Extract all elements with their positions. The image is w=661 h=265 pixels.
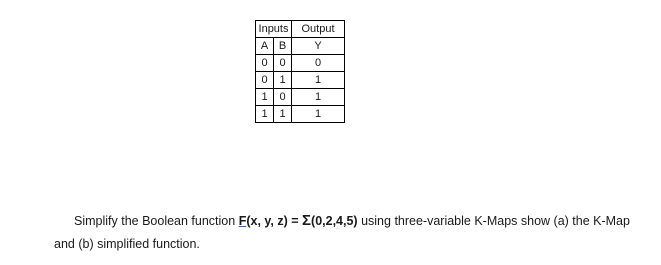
table-row [256, 106, 345, 123]
table-cell: 1 [274, 106, 292, 123]
function-args: (x, y, z) = [246, 214, 303, 228]
table-cell: 1 [256, 89, 274, 106]
question-tail: using three-variable K-Maps show (a) the K-Map and (b) simplified function. [54, 214, 630, 251]
table-cell: 1 [256, 106, 274, 123]
column-header-b: B [274, 38, 292, 55]
column-header-a: A [256, 38, 274, 55]
table-cell: 1 [292, 72, 345, 89]
table-cell: 0 [256, 55, 274, 72]
table-cell: 1 [274, 72, 292, 89]
table-column-header-row [256, 38, 345, 55]
truth-table [255, 20, 345, 123]
function-name: F [238, 214, 247, 228]
table-row [256, 55, 345, 72]
table-cell: 0 [274, 89, 292, 106]
table-cell: 0 [292, 55, 345, 72]
table-cell: 1 [292, 106, 345, 123]
question-text [54, 209, 654, 256]
inputs-header: Inputs [256, 21, 292, 38]
table-header-row [256, 21, 345, 38]
column-header-y: Y [292, 38, 345, 55]
table-cell: 0 [274, 55, 292, 72]
sigma-symbol: Σ [302, 212, 312, 229]
table-cell: 1 [292, 89, 345, 106]
table-row [256, 72, 345, 89]
question-lead: Simplify the Boolean function [74, 214, 239, 228]
minterm-list: (0,2,4,5) [311, 214, 358, 228]
table-row [256, 89, 345, 106]
table-cell: 0 [256, 72, 274, 89]
output-header: Output [292, 21, 345, 38]
